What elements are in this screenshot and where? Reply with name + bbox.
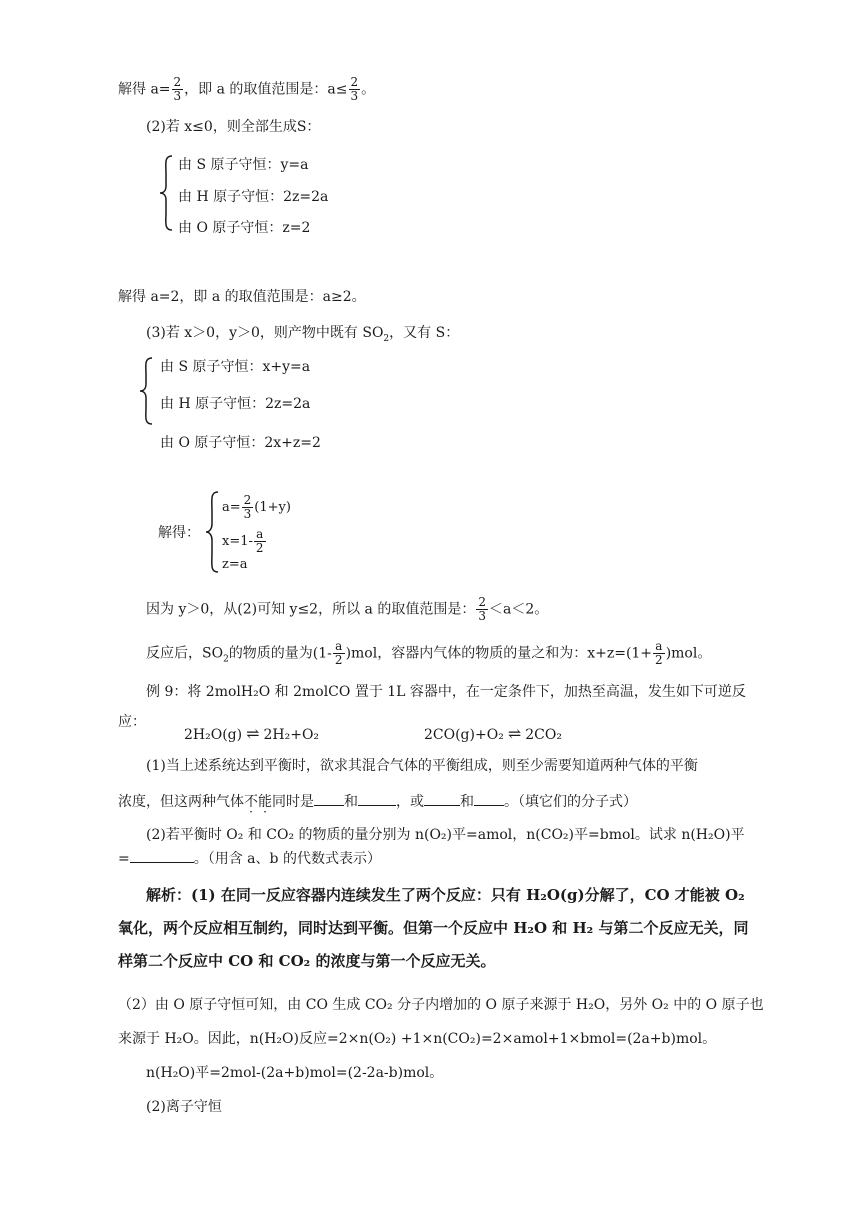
denominator: 3	[173, 89, 182, 103]
text: a=	[222, 500, 241, 515]
subscript: 2	[383, 333, 390, 344]
left-brace-icon	[158, 154, 174, 232]
text: 和	[460, 794, 474, 810]
numerator: 2	[243, 493, 252, 507]
text: 2CO(g)+O₂	[424, 727, 504, 743]
numerator: 2	[350, 75, 359, 89]
denominator: 2	[334, 653, 343, 667]
text: 和	[344, 794, 358, 810]
system2-row-3: 由 O 原子守恒：2x+z=2	[160, 435, 321, 451]
text: 2CO₂	[525, 727, 562, 743]
line-question-2-cont	[118, 850, 381, 868]
text: 因为 y＞0，从(2)可知 y≤2，所以 a 的取值范围是：	[146, 601, 476, 618]
line-solve-a-2: 解得 a=2，即 a 的取值范围是：a≥2。	[118, 289, 366, 305]
line-after-reaction	[146, 640, 711, 668]
equilibrium-arrow-icon: ⇌	[246, 724, 260, 743]
text: 。（用含 a、b 的代数式表示）	[193, 851, 381, 867]
line-reaction-label: 应：	[118, 714, 146, 730]
numerator: a	[333, 640, 345, 654]
line-case-2: (2)若 x≤0，则全部生成S：	[146, 119, 321, 135]
text: ，或	[396, 794, 424, 810]
text: =	[118, 851, 130, 867]
text: )mol。	[665, 645, 712, 662]
text: 。	[361, 81, 376, 98]
text: 的物质的量为(1-	[228, 645, 332, 662]
solution-row-x	[222, 528, 267, 555]
equation-1	[184, 725, 319, 744]
text: (1+y)	[254, 500, 291, 515]
emphasis-text: 不	[244, 794, 258, 810]
text: x=1-	[222, 534, 253, 549]
line-example-9: 例 9：将 2molH₂O 和 2molCO 置于 1L 容器中，在一定条件下，加热至高温，发生如下可逆反	[146, 684, 746, 700]
text: ＜a＜2。	[488, 601, 549, 618]
analysis-line-2: 氧化，两个反应相互制约，同时达到平衡。但第一个反应中 H₂O 和 H₂ 与第二个反应无关，同	[118, 919, 749, 937]
denominator: 2	[655, 653, 663, 667]
analysis-part2-line-3: n(H₂O)平=2mol-(2a+b)mol=(2-2a-b)mol。	[146, 1065, 444, 1081]
fraction	[349, 76, 361, 103]
denominator: 2	[255, 541, 264, 555]
denominator: 3	[350, 89, 359, 103]
fraction	[476, 596, 488, 623]
subscript: 2	[223, 654, 229, 665]
answer-blank[interactable]	[130, 850, 194, 863]
fraction	[254, 528, 266, 555]
system1-row-2: 由 H 原子守恒：2z=2a	[178, 189, 329, 205]
text: )mol，容器内气体的物质的量之和为：x+z=(1+	[345, 645, 653, 662]
line-a-range-final	[146, 596, 548, 623]
left-brace-icon	[204, 490, 220, 574]
left-brace-icon	[138, 356, 154, 426]
emphasis-text: 能	[258, 794, 272, 810]
text: 。（填它们的分子式）	[504, 794, 637, 810]
line-question-1-cont	[118, 793, 637, 811]
fraction	[333, 640, 345, 667]
section-ion-conservation: (2)离子守恒	[146, 1099, 222, 1115]
text: ，又有 S：	[389, 325, 460, 341]
line-solve-a-range-1	[118, 76, 375, 103]
system1-row-1: 由 S 原子守恒：y=a	[178, 157, 309, 173]
text: ，即 a 的取值范围是：a≤	[184, 81, 348, 98]
line-case-3	[146, 324, 459, 348]
system2-row-2: 由 H 原子守恒：2z=2a	[160, 396, 311, 412]
analysis-line-3: 样第二个反应中 CO 和 CO₂ 的浓度与第一个反应无关。	[118, 952, 496, 970]
text: (3)若 x＞0，y＞0，则产物中既有 SO	[146, 325, 384, 341]
system2-row-1: 由 S 原子守恒：x+y=a	[160, 359, 311, 375]
text: 反应后，SO	[146, 645, 224, 662]
answer-blank[interactable]	[474, 793, 504, 806]
numerator: 2	[478, 595, 486, 609]
text: 2H₂+O₂	[263, 727, 320, 743]
text: 同时是	[272, 794, 314, 810]
numerator: 2	[173, 75, 182, 89]
fraction	[653, 640, 665, 667]
answer-blank[interactable]	[358, 793, 396, 806]
system1-row-3: 由 O 原子守恒：z=2	[178, 220, 311, 236]
numerator: a	[254, 528, 266, 542]
denominator: 3	[243, 507, 252, 521]
answer-blank[interactable]	[424, 793, 460, 806]
analysis-part2-line-1: （2）由 O 原子守恒可知，由 CO 生成 CO₂ 分子内增加的 O 原子来源于 H₂O，另外 O₂ 中的 O 原子也	[118, 997, 764, 1013]
numerator: a	[653, 640, 665, 654]
solution-row-z: z=a	[222, 557, 248, 572]
analysis-line-1: 解析：(1) 在同一反应容器内连续发生了两个反应：只有 H₂O(g)分解了，CO 才能被 O₂	[146, 886, 745, 904]
fraction	[172, 76, 184, 103]
equilibrium-arrow-icon: ⇌	[507, 724, 522, 743]
solution-row-a	[222, 494, 291, 521]
answer-blank[interactable]	[314, 793, 344, 806]
text: 解得 a=	[118, 81, 171, 98]
denominator: 3	[478, 609, 486, 623]
line-question-1: (1)当上述系统达到平衡时，欲求其混合气体的平衡组成，则至少需要知道两种气体的平衡	[146, 758, 698, 774]
text: 浓度，但这两种气体	[118, 794, 244, 810]
fraction	[242, 494, 254, 521]
equation-2	[424, 725, 562, 744]
solution-label: 解得：	[158, 525, 200, 541]
analysis-part2-line-2: 来源于 H₂O。因此，n(H₂O)反应=2×n(O₂) +1×n(CO₂)=2×amol+1×bmol=(2a+b)mol。	[118, 1031, 717, 1047]
line-question-2: (2)若平衡时 O₂ 和 CO₂ 的物质的量分别为 n(O₂)平=amol，n(CO₂)平=bmol。试求 n(H₂O)平	[146, 827, 745, 843]
text: 2H₂O(g)	[184, 727, 243, 743]
